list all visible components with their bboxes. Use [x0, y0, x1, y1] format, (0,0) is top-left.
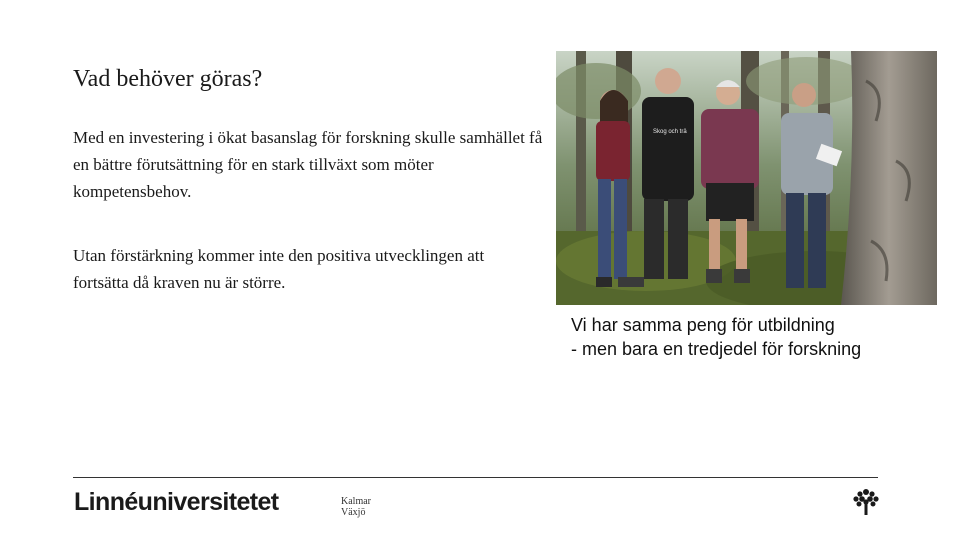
vest-text: Skog och trä	[653, 129, 687, 135]
footer-divider	[73, 477, 878, 478]
campus-kalmar: Kalmar	[341, 496, 371, 507]
paragraph-investment: Med en investering i ökat basanslag för forskning skulle samhället få en bättre förutsättning för en stark tillväxt som möter kompetensbehov.	[73, 128, 543, 201]
logo-campus-names	[341, 496, 371, 518]
campus-vaxjo: Växjö	[341, 507, 366, 518]
forest-photo	[556, 51, 937, 305]
photo-caption	[571, 313, 861, 361]
university-logo-wordmark: Linnéuniversitetet	[74, 488, 279, 516]
caption-line-education: Vi har samma peng för utbildning	[571, 315, 835, 335]
caption-line-research: - men bara en tredjedel för forskning	[571, 339, 862, 359]
slide-title: Vad behöver göras?	[73, 66, 263, 92]
tree-icon	[851, 487, 881, 517]
paragraph-reinforcement: Utan förstärkning kommer inte den positiva utvecklingen att fortsätta då kraven nu är större.	[73, 246, 485, 292]
